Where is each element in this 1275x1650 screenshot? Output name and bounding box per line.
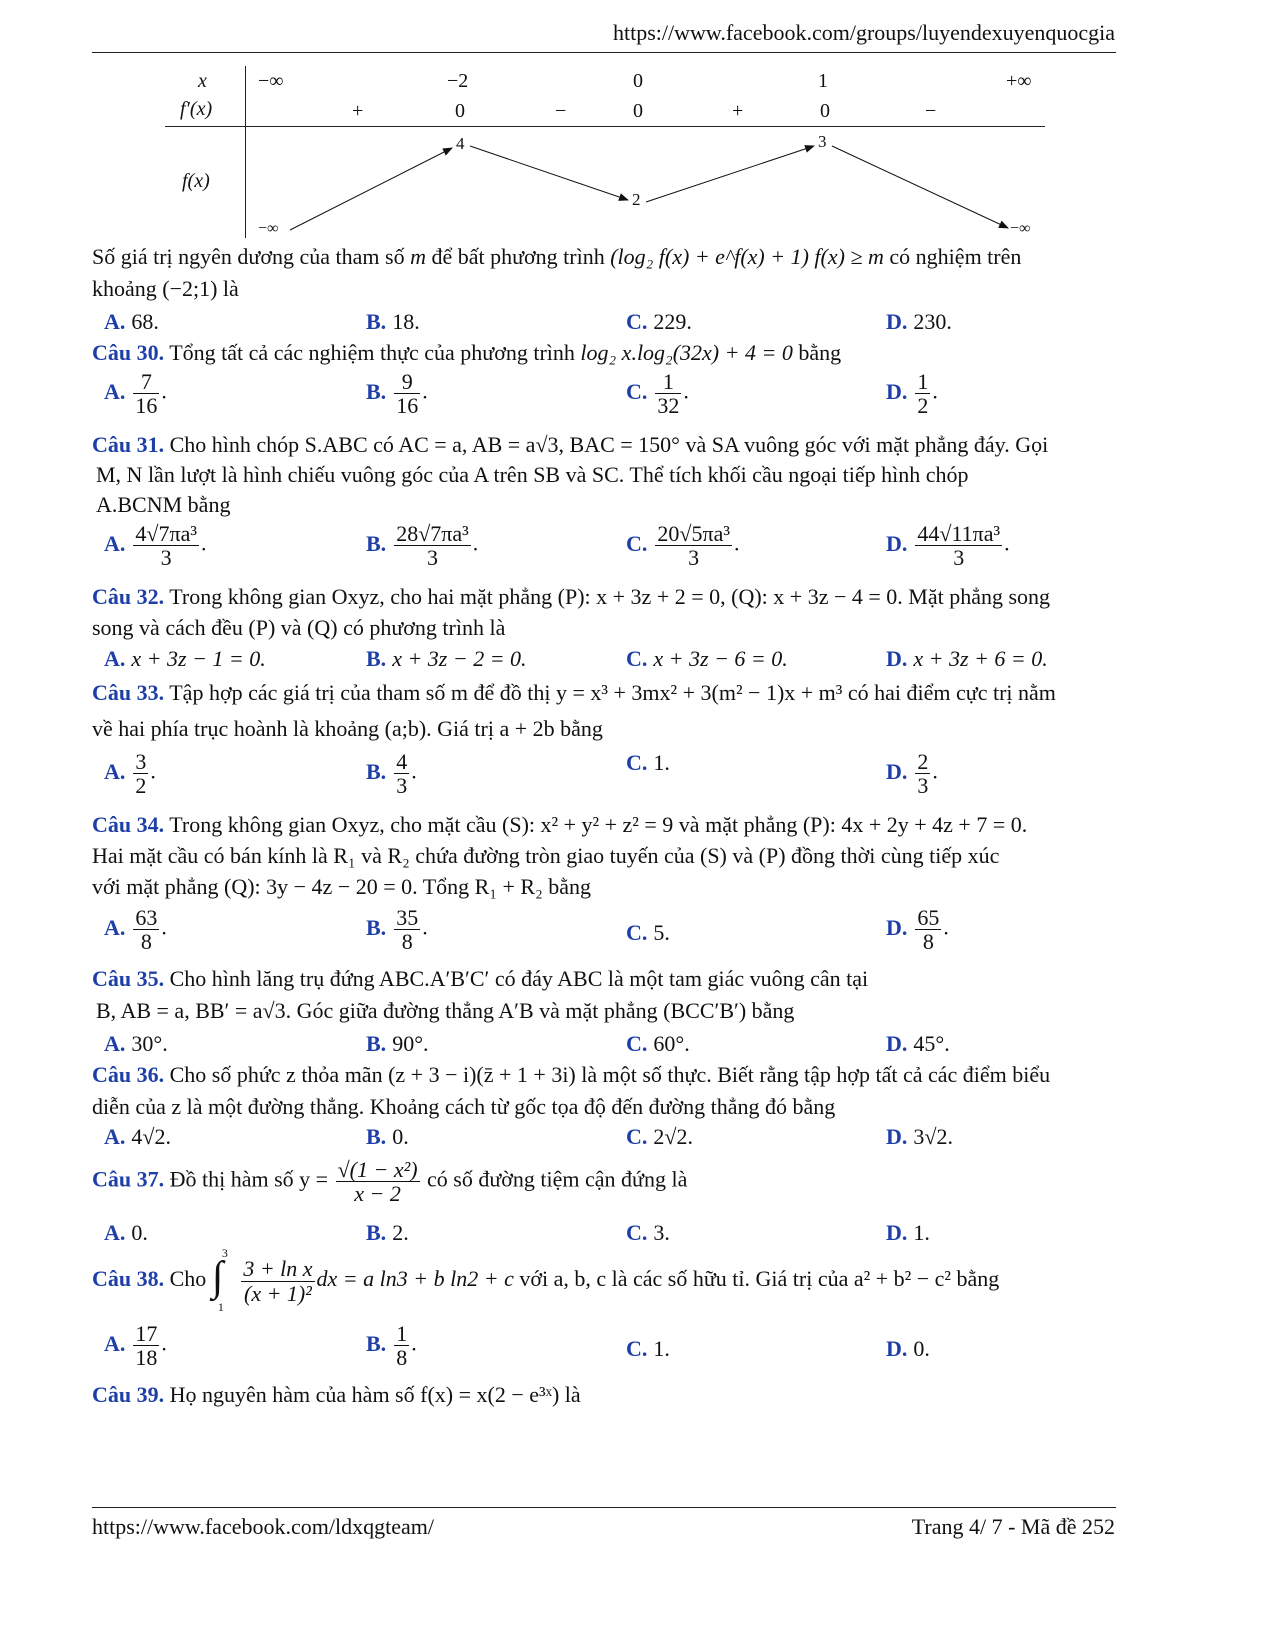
integral-sign: 3 ∫ 1 <box>211 1246 228 1314</box>
q30-option-a[interactable]: A. $\frac{7}{16}$ . <box>104 369 167 419</box>
q37-option-a[interactable]: A. 0. <box>104 1220 148 1245</box>
table-fp-val: − <box>555 100 567 122</box>
q36-option-d[interactable]: D. 3√2. <box>886 1124 953 1149</box>
table-x-val: −2 <box>447 70 469 92</box>
q37-option-d[interactable]: D. 1. <box>886 1220 930 1245</box>
q35-line2: B, AB = a, BB′ = a√3. Góc giữa đường thẳng A′B và mặt phẳng (BCC′B′) bằng <box>96 998 795 1023</box>
table-fp-val: 0 <box>633 100 643 122</box>
q37-stem: Câu 37. Đồ thị hàm số y = $\frac{\text{√(1 − x²)}}{x - 2}$ có số đường tiệm cận đứng là <box>92 1157 688 1207</box>
q37-option-b[interactable]: B. 2. <box>366 1220 409 1245</box>
q38-option-d[interactable]: D. 0. <box>886 1336 930 1361</box>
q32-line2: song và cách đều (P) và (Q) có phương trình là <box>92 615 506 640</box>
table-fp-val: + <box>352 100 364 122</box>
q36-option-c[interactable]: C. 2√2. <box>626 1124 693 1149</box>
q30-stem: Câu 30. Tổng tất cả các nghiệm thực của phương trình log₂ x.log₂(32x) + 4 = 0 bằng <box>92 340 842 365</box>
q32-option-a[interactable]: A. x + 3z − 1 = 0. <box>104 646 266 671</box>
table-x-val: −∞ <box>258 70 284 92</box>
q34-line2: Hai mặt cầu có bán kính là R₁ và R₂ chứa đường tròn giao tuyến của (S) và (P) đồng thời cùng tiếp xúc <box>92 843 1000 868</box>
q37-option-c[interactable]: C. 3. <box>626 1220 670 1245</box>
q38-option-a[interactable]: A. $\frac{17}{18}$ . <box>104 1321 167 1371</box>
q29-line2: khoảng (−2;1) là <box>92 276 239 301</box>
q39-stem: Câu 39. Họ nguyên hàm của hàm số f(x) = x(2 − e³ˣ) là <box>92 1382 581 1407</box>
q35-option-a[interactable]: A. 30°. <box>104 1031 168 1056</box>
q29-option-b[interactable]: B. 18. <box>366 309 420 334</box>
table-fp-val: 0 <box>820 100 830 122</box>
table-fp-val: − <box>925 100 937 122</box>
q36-line2: diễn của z là một đường thẳng. Khoảng cách từ gốc tọa độ đến đường thẳng đó bằng <box>92 1094 836 1119</box>
q33-option-d[interactable]: D. $\frac{2}{3}$ . <box>886 749 938 799</box>
table-f-val: −∞ <box>258 220 279 237</box>
q33-option-c[interactable]: C. 1. <box>626 750 670 775</box>
table-fp-val: + <box>732 100 744 122</box>
q33-line2: về hai phía trục hoành là khoảng (a;b). Giá trị a + 2b bằng <box>92 716 603 741</box>
table-arrows <box>0 0 1275 260</box>
q31-line1: Câu 31. Cho hình chóp S.ABC có AC = a, AB = a√3, BAC = 150° và SA vuông góc với mặt phẳng đáy. Gọi <box>92 432 1049 457</box>
q31-option-b[interactable]: B. $\frac{\text{28√7πa³}}{3}$ . <box>366 521 479 571</box>
q33-line1: Câu 33. Tập hợp các giá trị của tham số m để đồ thị y = x³ + 3mx² + 3(m² − 1)x + m³ có hai điểm cực trị nằm <box>92 680 1056 705</box>
q30-option-c[interactable]: C. $\frac{1}{32}$ . <box>626 369 689 419</box>
q38-option-b[interactable]: B. $\frac{1}{8}$ . <box>366 1321 417 1371</box>
q32-line1: Câu 32. Trong không gian Oxyz, cho hai mặt phẳng (P): x + 3z + 2 = 0, (Q): x + 3z − 4 = 0. Mặt phẳng song <box>92 584 1051 609</box>
q35-option-c[interactable]: C. 60°. <box>626 1031 690 1056</box>
q36-option-a[interactable]: A. 4√2. <box>104 1124 171 1149</box>
footer-url[interactable]: https://www.facebook.com/ldxqgteam/ <box>92 1514 434 1539</box>
table-x-label: x <box>198 70 207 92</box>
q34-option-c[interactable]: C. 5. <box>626 920 670 945</box>
table-x-val: 1 <box>818 70 828 92</box>
q38-option-c[interactable]: C. 1. <box>626 1336 670 1361</box>
q31-line3: A.BCNM bằng <box>96 492 231 517</box>
table-f-val: 2 <box>632 190 641 209</box>
q35-option-b[interactable]: B. 90°. <box>366 1031 429 1056</box>
footer-rule <box>92 1507 1116 1508</box>
footer-page: Trang 4/ 7 - Mã đề 252 <box>911 1514 1115 1539</box>
q30-option-d[interactable]: D. $\frac{1}{2}$ . <box>886 369 938 419</box>
q29-line1: Số giá trị ngyên dương của tham số m để bất phương trình (log₂ f(x) + e^f(x) + 1) f(x) ≥ m có nghiệm trên <box>92 244 1022 269</box>
q30-option-b[interactable]: B. $\frac{9}{16}$ . <box>366 369 428 419</box>
q33-option-a[interactable]: A. $\frac{3}{2}$ . <box>104 749 156 799</box>
q34-option-a[interactable]: A. $\frac{63}{8}$ . <box>104 905 167 955</box>
q31-option-c[interactable]: C. $\frac{\text{20√5πa³}}{3}$ . <box>626 521 740 571</box>
table-f-val: 4 <box>456 134 465 153</box>
q32-option-c[interactable]: C. x + 3z − 6 = 0. <box>626 646 788 671</box>
table-f-val: 3 <box>818 132 827 151</box>
q36-option-b[interactable]: B. 0. <box>366 1124 409 1149</box>
q29-option-c[interactable]: C. 229. <box>626 309 692 334</box>
q34-option-b[interactable]: B. $\frac{35}{8}$ . <box>366 905 428 955</box>
q29-option-d[interactable]: D. 230. <box>886 309 952 334</box>
q32-option-d[interactable]: D. x + 3z + 6 = 0. <box>886 646 1048 671</box>
table-f-label: f(x) <box>182 170 210 192</box>
table-fp-val: 0 <box>455 100 465 122</box>
q35-line1: Câu 35. Cho hình lăng trụ đứng ABC.A′B′C′ có đáy ABC là một tam giác vuông cân tại <box>92 966 869 991</box>
table-x-val: 0 <box>633 70 643 92</box>
q33-option-b[interactable]: B. $\frac{4}{3}$ . <box>366 749 417 799</box>
q31-option-d[interactable]: D. $\frac{\text{44√11πa³}}{3}$ . <box>886 521 1010 571</box>
q31-line2: M, N lần lượt là hình chiếu vuông góc của A trên SB và SC. Thể tích khối cầu ngoại tiếp hình chóp <box>96 462 969 487</box>
q29-option-a[interactable]: A. 68. <box>104 309 159 334</box>
q31-option-a[interactable]: A. $\frac{\text{4√7πa³}}{3}$ . <box>104 521 207 571</box>
q34-line1: Câu 34. Trong không gian Oxyz, cho mặt cầu (S): x² + y² + z² = 9 và mặt phẳng (P): 4x + 2y + 4z + 7 = 0. <box>92 812 1028 837</box>
q38-stem: Câu 38. Cho 3 ∫ 1 $\frac{\text{3 + ln x}}{\text{(x + 1)²}}$ dx = a ln3 + b ln2 + c với a, b, c là các số hữu tỉ. Giá trị của a² + b² − c² bằng <box>92 1246 1000 1314</box>
header-url[interactable]: https://www.facebook.com/groups/luyendexuyenquocgia <box>612 20 1115 45</box>
table-f-val: −∞ <box>1010 220 1031 237</box>
q34-option-d[interactable]: D. $\frac{65}{8}$ . <box>886 905 949 955</box>
q32-option-b[interactable]: B. x + 3z − 2 = 0. <box>366 646 527 671</box>
q36-line1: Câu 36. Cho số phức z thỏa mãn (z + 3 − i)(z̄ + 1 + 3i) là một số thực. Biết rằng tập hợp tất cả các điểm biểu <box>92 1062 1051 1087</box>
q35-option-d[interactable]: D. 45°. <box>886 1031 950 1056</box>
table-x-val: +∞ <box>1006 70 1032 92</box>
q34-line3: với mặt phẳng (Q): 3y − 4z − 20 = 0. Tổng R₁ + R₂ bằng <box>92 874 592 899</box>
table-fp-label: f′(x) <box>180 98 213 120</box>
